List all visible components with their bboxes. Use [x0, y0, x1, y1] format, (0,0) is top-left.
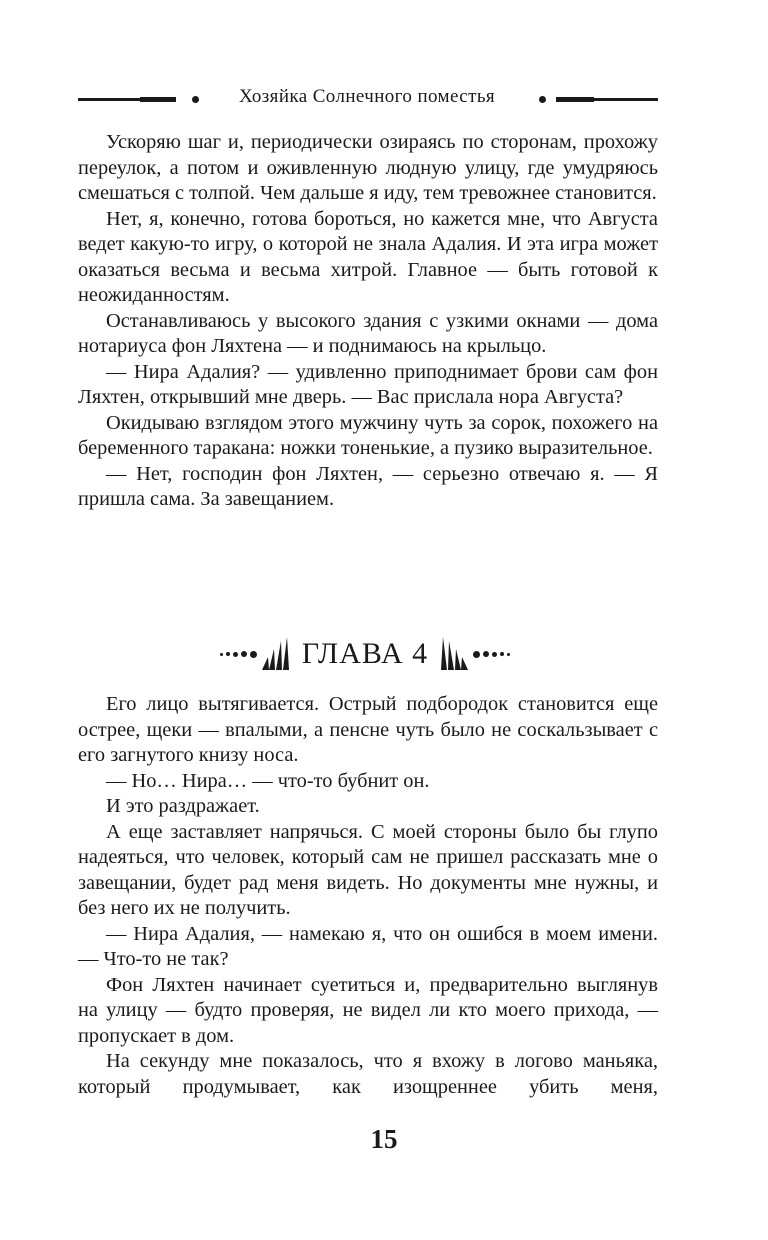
- paragraph: И это раздражает.: [106, 795, 260, 817]
- paragraph: А еще заставляет напрячься. С моей стороны было бы глупо надеяться, что человек, который сам не пришел рассказать мне о завещании, будет рад меня видеть. Но документы мне нужны, и без него их не получить.: [78, 820, 658, 919]
- paragraph: — Но… Нира… — что-то бубнит он.: [106, 769, 430, 792]
- chapter-heading: [200, 632, 530, 676]
- paragraph: На секунду мне показалось, что я вхожу в логово маньяка, который продумывает, как изощреннее убить меня,: [78, 1050, 658, 1098]
- paragraph: Нет, я, конечно, готова бороться, но кажется мне, что Августа ведет какую-то игру, о которой не знала Адалия. И эта игра может оказаться весьма и весьма хитрой. Главное — быть готовой к неожиданностям.: [78, 207, 658, 306]
- ornament-left-icon: [220, 637, 290, 671]
- paragraph: Ускоряю шаг и, периодически озираясь по сторонам, прохожу переулок, а потом и оживленную людную улицу, где умудряюсь смешаться с толпой. Чем дальше я иду, тем тревожнее становится.: [78, 131, 658, 204]
- chapter-title: ГЛАВА 4: [301, 637, 429, 670]
- header-dot-left: [192, 96, 199, 103]
- paragraph: Останавливаюсь у высокого здания с узкими окнами — дома нотариуса фон Ляхтена — и поднимаюсь на крыльцо.: [78, 309, 658, 357]
- paragraph: Его лицо вытягивается. Острый подбородок становится еще острее, щеки — впалыми, а пенсне чуть было не соскальзывает с его загнутого книзу носа.: [78, 693, 658, 766]
- paragraph: Окидываю взглядом этого мужчину чуть за сорок, похожего на беременного таракана: ножки тоненькие, а пузико выразительное.: [78, 411, 658, 459]
- paragraph: — Нет, господин фон Ляхтен, — серьезно отвечаю я. — Я пришла сама. За завещанием.: [78, 462, 658, 510]
- running-header: [78, 86, 658, 114]
- header-dot-right: [539, 96, 546, 103]
- text-block-before-chapter: [78, 130, 658, 513]
- header-rule-right: [556, 98, 658, 101]
- ornament-right-icon: [440, 637, 510, 671]
- text-block-after-chapter: [78, 692, 658, 1100]
- running-title: Хозяйка Солнечного поместья: [238, 86, 496, 107]
- paragraph: — Нира Адалия, — намекаю я, что он ошибся в моем имени. — Что-то не так?: [78, 922, 658, 970]
- page-number: 15: [370, 1124, 398, 1154]
- paragraph: — Нира Адалия? — удивленно приподнимает брови сам фон Ляхтен, открывший мне дверь. — Вас прислала нора Августа?: [78, 360, 658, 408]
- header-rule-left: [78, 98, 176, 101]
- paragraph: Фон Ляхтен начинает суетиться и, предварительно выглянув на улицу — будто проверяя, не видел ли кто моего прихода, — пропускает в дом.: [78, 973, 658, 1047]
